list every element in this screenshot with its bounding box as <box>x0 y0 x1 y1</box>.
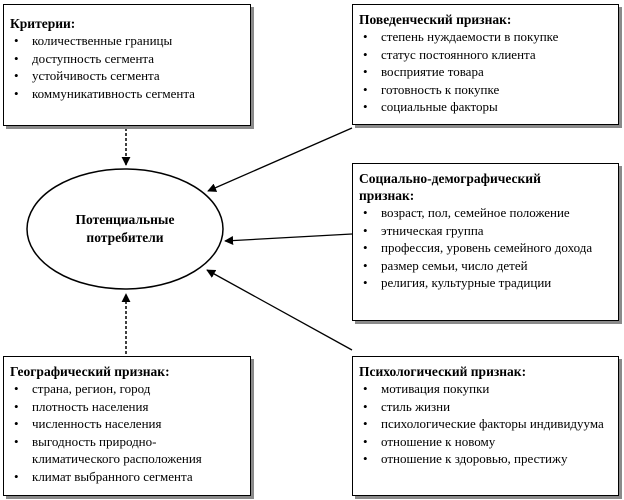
psychological-box <box>352 356 619 496</box>
potential-consumers <box>27 168 223 289</box>
socio-demographic-box <box>352 163 619 321</box>
list-item: • коммуникативность сегмента <box>10 85 244 103</box>
list-item: • отношение к новому <box>359 433 612 451</box>
list-item: • отношение к здоровью, престижу <box>359 450 612 468</box>
socio-title-line1: Социально-демографический <box>359 171 541 186</box>
list-item: • количественные границы <box>10 32 244 50</box>
geographic-title: Географический признак: <box>10 364 170 379</box>
list-item: • готовность к покупке <box>359 81 612 99</box>
geographic-box <box>3 356 251 496</box>
list-item: • социальные факторы <box>359 98 612 116</box>
list-item: • стиль жизни <box>359 398 612 416</box>
list-item: • устойчивость сегмента <box>10 67 244 85</box>
list-item: • психологические факторы индивидуума <box>359 415 612 433</box>
list-item: • восприятие товара <box>359 63 612 81</box>
center-label-line1: Потенциальные <box>75 211 175 227</box>
list-item: • климат выбранного сегмента <box>10 468 244 486</box>
list-item: • численность населения <box>10 415 244 433</box>
criteria-list <box>10 32 244 102</box>
criteria-title: Критерии: <box>10 16 76 31</box>
list-item: • степень нуждаемости в покупке <box>359 28 612 46</box>
list-item: • доступность сегмента <box>10 50 244 68</box>
list-item: • религия, культурные традиции <box>359 274 612 292</box>
geographic-list <box>10 380 244 486</box>
behavioral-list <box>359 28 612 116</box>
list-item: • профессия, уровень семейного дохода <box>359 239 612 257</box>
behavioral-title: Поведенческий признак: <box>359 12 512 27</box>
socio-demographic-list <box>359 204 612 292</box>
arrow-socio-to-center <box>225 234 352 241</box>
list-item: • мотивация покупки <box>359 380 612 398</box>
list-item: • этническая группа <box>359 222 612 240</box>
center-label-line2: потребители <box>86 229 164 245</box>
socio-title-line2: признак: <box>359 188 415 203</box>
psychological-title: Психологический признак: <box>359 364 527 379</box>
socio-demographic-title <box>359 170 612 204</box>
list-item: • возраст, пол, семейное положение <box>359 204 612 222</box>
psychological-list <box>359 380 612 468</box>
behavioral-box <box>352 4 619 125</box>
list-item: • статус постоянного клиента <box>359 46 612 64</box>
list-item: • размер семьи, число детей <box>359 257 612 275</box>
list-item: • выгодность природно-климатического расположения <box>10 433 244 468</box>
arrow-psychological-to-center <box>207 270 352 350</box>
list-item: • плотность населения <box>10 398 244 416</box>
arrow-behavioral-to-center <box>208 128 352 191</box>
criteria-box <box>3 4 251 126</box>
list-item: • страна, регион, город <box>10 380 244 398</box>
